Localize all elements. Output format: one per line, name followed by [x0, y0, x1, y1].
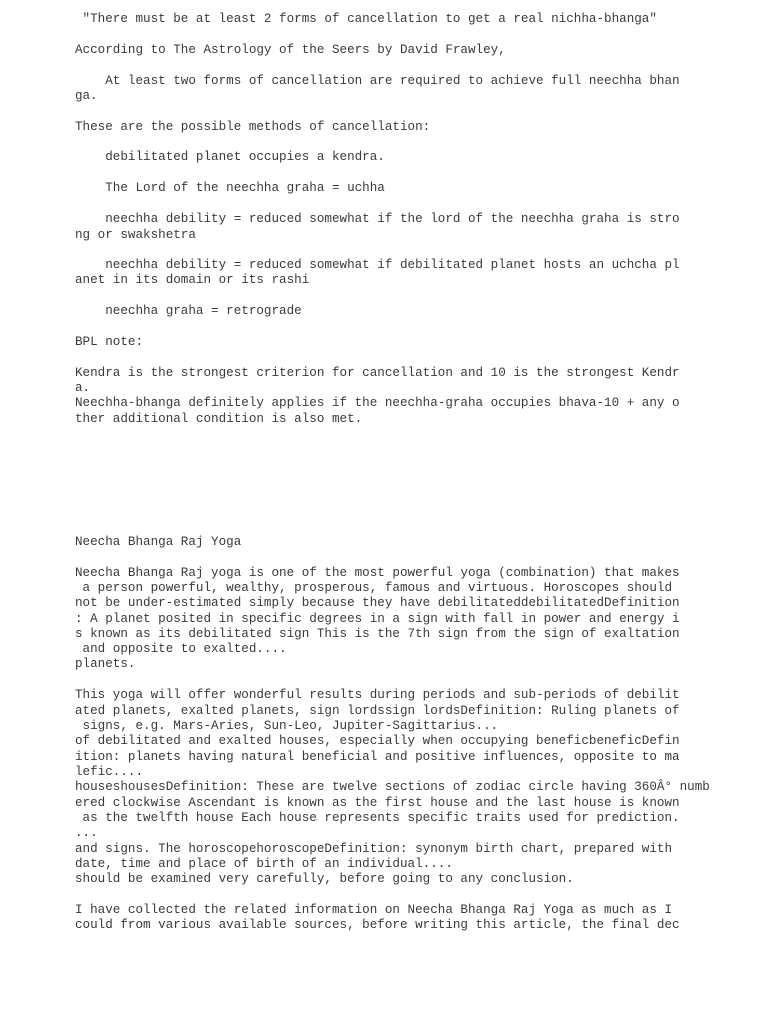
method-item: anet in its domain or its rashi [75, 273, 310, 287]
article-title: Neecha Bhanga Raj Yoga [75, 535, 242, 549]
paragraph-line: s known as its debilitated sign This is the 7th sign from the sign of exaltation [75, 627, 680, 641]
method-item: ng or swakshetra [75, 228, 196, 242]
paragraph-line: date, time and place of birth of an individual.... [75, 857, 453, 871]
methods-heading: These are the possible methods of cancellation: [75, 120, 431, 134]
paragraph-line: a person powerful, wealthy, prosperous, famous and virtuous. Horoscopes should [75, 581, 673, 595]
note-line: ther additional condition is also met. [75, 412, 363, 426]
method-item: debilitated planet occupies a kendra. [75, 150, 385, 164]
method-item: neechha debility = reduced somewhat if debilitated planet hosts an uchcha pl [75, 258, 680, 272]
note-line: Kendra is the strongest criterion for cancellation and 10 is the strongest Kendr [75, 366, 680, 380]
paragraph-line: as the twelfth house Each house represents specific traits used for prediction. [75, 811, 680, 825]
paragraph-line: ... [75, 826, 98, 840]
paragraph-line: This yoga will offer wonderful results during periods and sub-periods of debilit [75, 688, 680, 702]
paragraph-line: : A planet posited in specific degrees in a sign with fall in power and energy i [75, 612, 680, 626]
note-heading: BPL note: [75, 335, 144, 349]
paragraph-line: I have collected the related information on Neecha Bhanga Raj Yoga as much as I [75, 903, 673, 917]
note-line: a. [75, 381, 91, 395]
paragraph-line: ered clockwise Ascendant is known as the first house and the last house is known [75, 796, 680, 810]
paragraph-line: signs, e.g. Mars-Aries, Sun-Leo, Jupiter-Sagittarius... [75, 719, 499, 733]
paragraph-line: should be examined very carefully, before going to any conclusion. [75, 872, 574, 886]
paragraph-line: and opposite to exalted.... [75, 642, 287, 656]
quote-body-line: At least two forms of cancellation are required to achieve full neechha bhan [75, 74, 680, 88]
citation-line: According to The Astrology of the Seers by David Frawley, [75, 43, 506, 57]
paragraph-line: ition: planets having natural beneficial and positive influences, opposite to ma [75, 750, 680, 764]
method-item: neechha debility = reduced somewhat if the lord of the neechha graha is stro [75, 212, 680, 226]
quote-body-line: ga. [75, 89, 98, 103]
paragraph-line: Neecha Bhanga Raj yoga is one of the most powerful yoga (combination) that makes [75, 566, 680, 580]
method-item: The Lord of the neechha graha = uchha [75, 181, 385, 195]
note-line: Neechha-bhanga definitely applies if the neechha-graha occupies bhava-10 + any o [75, 396, 680, 410]
paragraph-line: could from various available sources, before writing this article, the final dec [75, 918, 680, 932]
paragraph-line: houseshousesDefinition: These are twelve sections of zodiac circle having 360Â° numb [75, 780, 710, 794]
paragraph-line: of debilitated and exalted houses, especially when occupying beneficbeneficDefin [75, 734, 680, 748]
paragraph-line: ated planets, exalted planets, sign lordssign lordsDefinition: Ruling planets of [75, 704, 680, 718]
paragraph-line: planets. [75, 657, 136, 671]
paragraph-line: not be under-estimated simply because they have debilitateddebilitatedDefinition [75, 596, 680, 610]
paragraph-line: and signs. The horoscopehoroscopeDefinition: synonym birth chart, prepared with [75, 842, 673, 856]
paragraph-line: lefic.... [75, 765, 144, 779]
quote-line: "There must be at least 2 forms of cancellation to get a real nichha-bhanga" [75, 12, 657, 26]
method-item: neechha graha = retrograde [75, 304, 302, 318]
